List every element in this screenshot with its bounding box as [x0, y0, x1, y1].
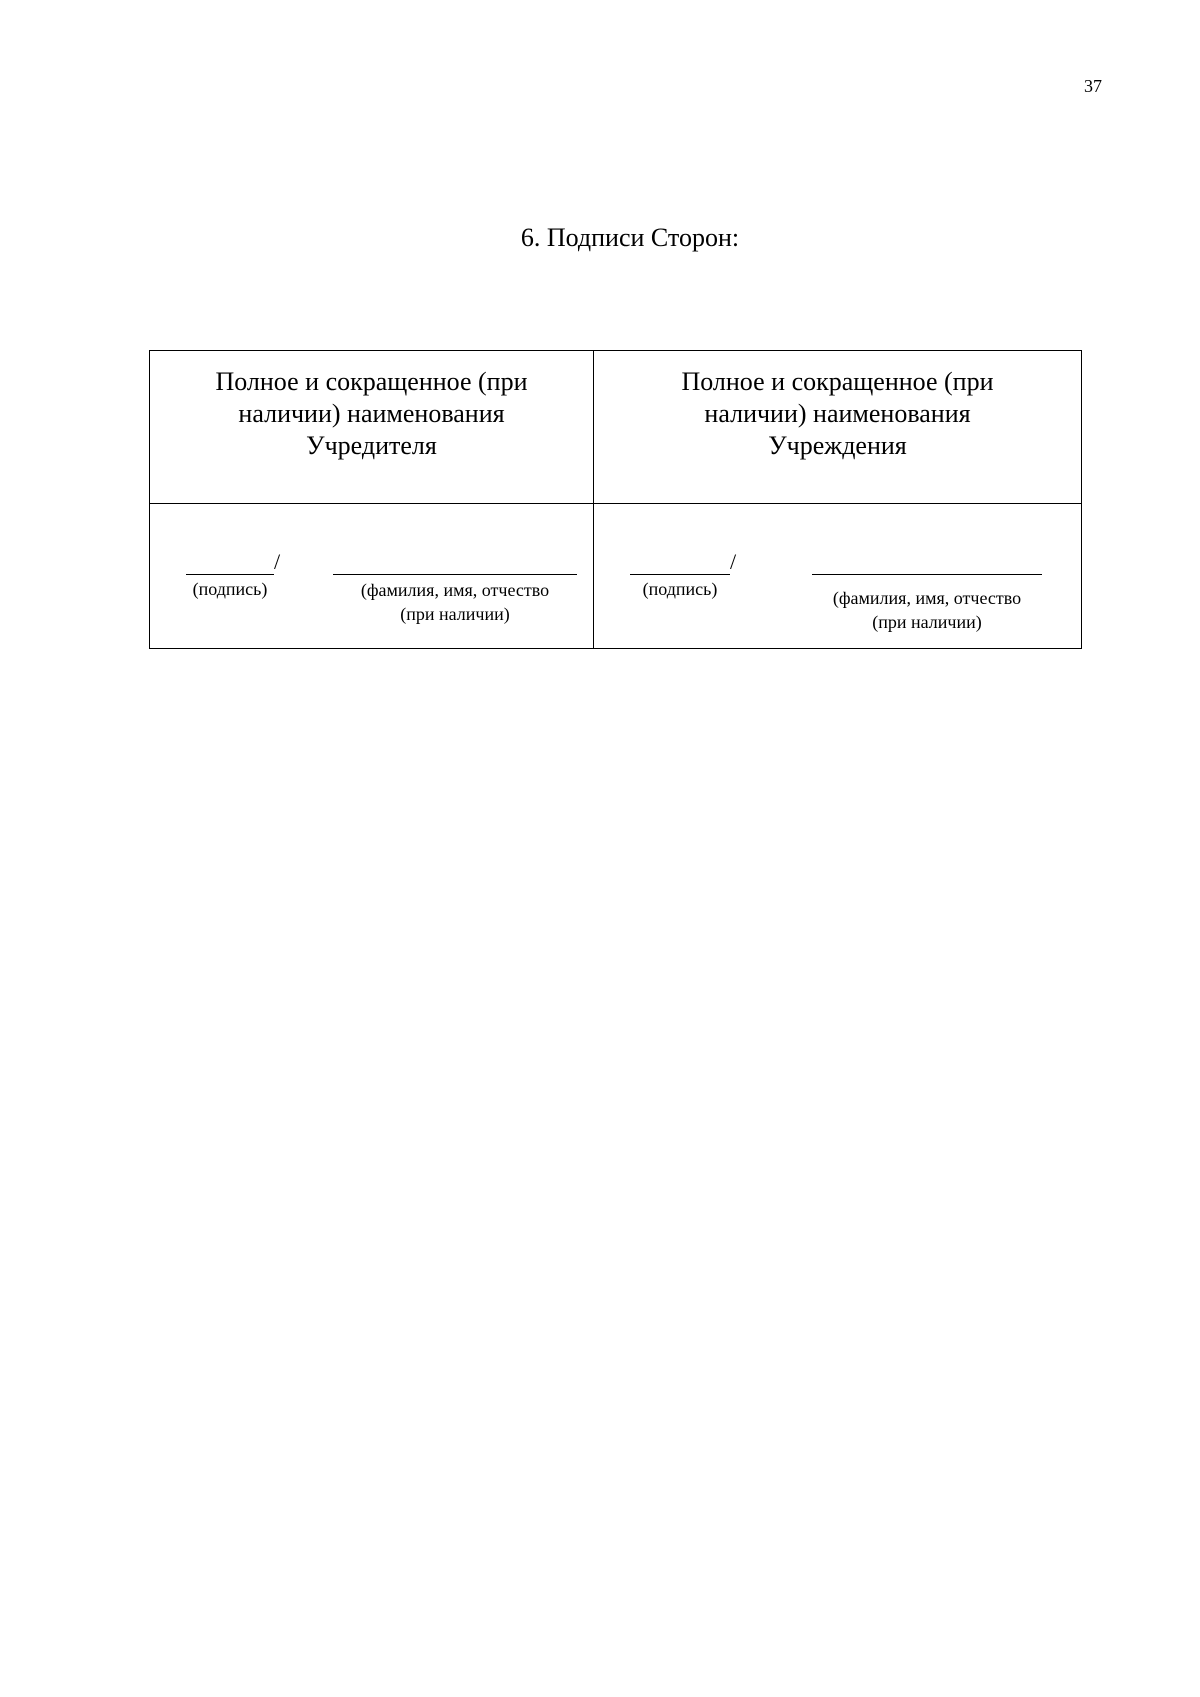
- founder-fullname-line[interactable]: [333, 574, 577, 575]
- founder-name-cell: [150, 351, 594, 504]
- institution-name-line-3: Учреждения: [768, 431, 907, 460]
- page-number: 37: [1084, 76, 1102, 96]
- founder-name-line-1: Полное и сокращенное (при: [215, 367, 528, 396]
- institution-fullname-caption-2: (при наличии): [872, 612, 982, 632]
- founder-signature-line[interactable]: [186, 574, 274, 575]
- founder-fullname-caption-2: (при наличии): [400, 604, 510, 624]
- institution-name-text: [594, 351, 1081, 462]
- founder-name-text: [150, 351, 593, 462]
- founder-name-line-2: наличии) наименования: [238, 399, 505, 428]
- institution-signature-cell: [594, 504, 1082, 649]
- institution-name-line-1: Полное и сокращенное (при: [681, 367, 994, 396]
- founder-signature-caption: (подпись): [192, 579, 268, 599]
- founder-fullname-caption-1: (фамилия, имя, отчество: [360, 580, 550, 600]
- institution-signature-line[interactable]: [630, 574, 730, 575]
- institution-name-line-2: наличии) наименования: [704, 399, 971, 428]
- party-names-row: [150, 351, 1082, 504]
- founder-name-line-3: Учредителя: [306, 431, 437, 460]
- section-heading: 6. Подписи Сторон:: [520, 223, 740, 252]
- institution-name-cell: [594, 351, 1082, 504]
- signature-row: [150, 504, 1082, 649]
- signatures-table: [149, 350, 1082, 649]
- institution-signature-caption: (подпись): [642, 579, 718, 599]
- institution-slash: /: [730, 549, 737, 574]
- institution-fullname-caption-1: (фамилия, имя, отчество: [832, 588, 1022, 608]
- institution-fullname-line[interactable]: [812, 574, 1042, 575]
- founder-signature-cell: [150, 504, 594, 649]
- founder-slash: /: [274, 549, 281, 574]
